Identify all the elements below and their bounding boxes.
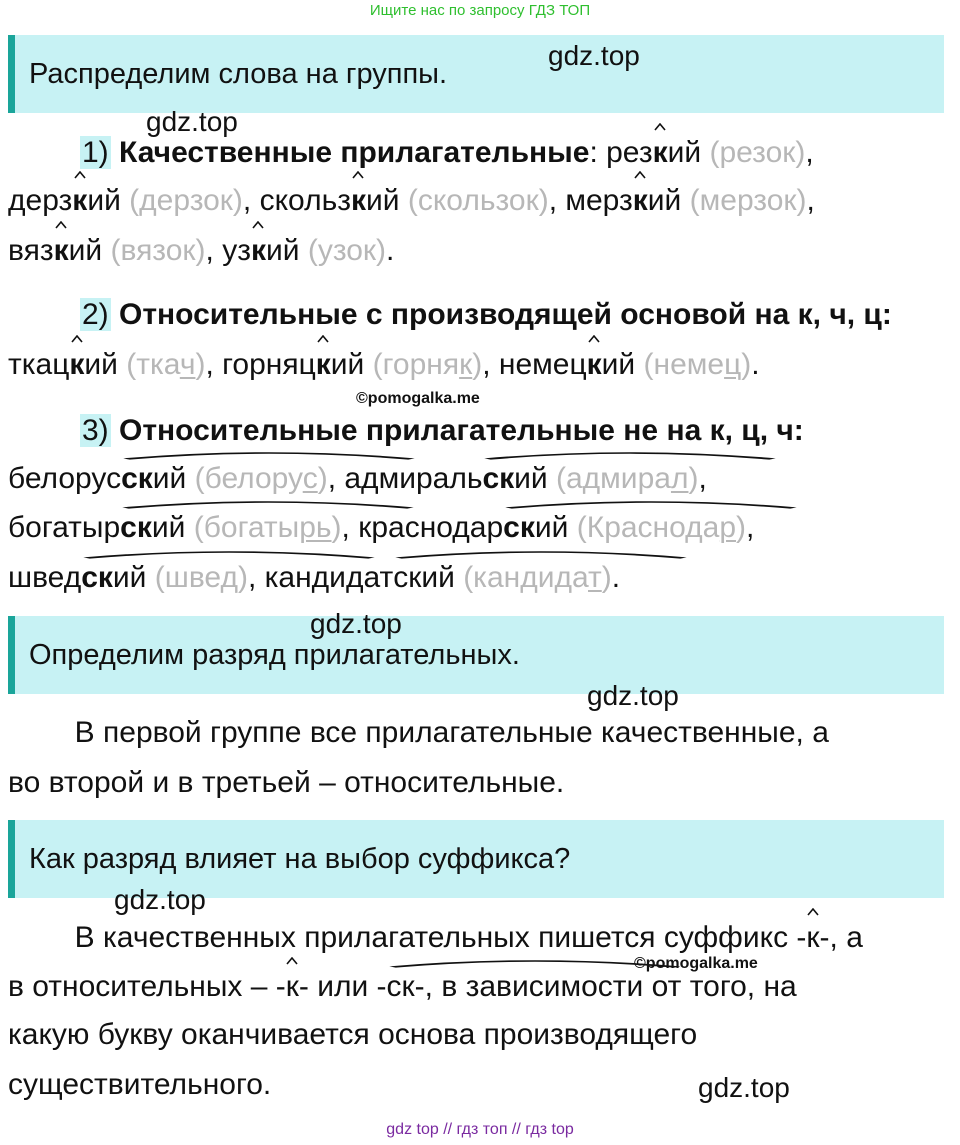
suffix-mark: к [72, 184, 88, 217]
section3-text-line4: существительного. [8, 1068, 272, 1101]
word-admiralskiy: адмираль ский [344, 462, 547, 495]
watermark-gdz: gdz.top [698, 1072, 790, 1103]
suffix-mark: ск [121, 462, 153, 495]
watermark-gdz: gdz.top [146, 106, 238, 137]
word-merzkiy: мерз кий [565, 184, 681, 217]
section-title-box [8, 616, 944, 694]
suffix-mark: к [315, 348, 331, 381]
section2-text-line2: во второй и в третьей – относительные. [8, 766, 565, 799]
word-vyazkiy: вяз кий [8, 234, 102, 267]
group1-title: Качественные прилагательные [119, 136, 590, 169]
watermark-gdz: gdz.top [114, 884, 206, 915]
section3-text-line1: В качественных прилагательных пишется суффикс - к-, а [8, 923, 863, 953]
group3-line4: швед ский (швед), кандидат ский (кандидат). [8, 563, 620, 593]
suffix-mark: ск [120, 511, 152, 544]
group3-number: 3) [82, 414, 109, 447]
watermark-gdz: gdz.top [310, 608, 402, 639]
group3-line2: белорус ский (белорус), адмираль ский (адмирал), [8, 464, 707, 494]
group3-line1 [8, 416, 804, 446]
group1-number: 1) [82, 136, 109, 169]
footer-text: gdz top // гдз топ // гдз top [386, 1121, 574, 1138]
watermark-gdz: gdz.top [587, 680, 679, 711]
section2-text-line1: В первой группе все прилагательные качественные, а [8, 716, 829, 749]
header-note: Ищите нас по запросу ГДЗ ТОП [369, 2, 591, 19]
word-uzkiy: уз кий [222, 234, 299, 267]
watermark-gdz: gdz.top [548, 40, 640, 71]
group2-line1 [8, 300, 892, 330]
word-tkatskiy: ткац кий [8, 348, 118, 381]
word-derzkiy: дерз кий [8, 184, 121, 217]
section-title: Как разряд влияет на выбор суффикса? [29, 842, 571, 875]
watermark-pomogalka: ©pomogalka.me [356, 390, 480, 407]
suffix-mark: к [285, 970, 299, 1003]
group2-line2: ткац кий (ткач), горняц кий (горняк), немец кий (немец). [8, 350, 760, 380]
suffix-mark: ск [386, 970, 415, 1003]
group3-title: Относительные прилагательные не на к, ц, ч: [110, 414, 804, 447]
section3-text-line3: какую букву оканчивается основа производящего [8, 1018, 698, 1051]
suffix-mark: к [69, 348, 85, 381]
suffix-mark: к [53, 234, 69, 267]
section-title: Определим разряд прилагательных. [29, 638, 520, 671]
watermark-pomogalka: ©pomogalka.me [634, 955, 758, 972]
section-title: Распределим слова на группы. [29, 57, 448, 90]
group1-line2: дерз кий (дерзок), скольз кий (скользок), мерз кий (мерзок), [8, 186, 815, 216]
word-kandidatskiy: кандидат ский [265, 561, 455, 594]
word-krasnodarskiy: краснодар ский [358, 511, 568, 544]
suffix-mark: к [350, 184, 366, 217]
word-bogatyrskiy: богатыр ский [8, 511, 185, 544]
suffix-mark: ск [393, 561, 422, 594]
word-shvedskiy: швед ский [8, 561, 146, 594]
suffix-mark: ск [503, 511, 535, 544]
group1-line1: 1) Качественные прилагательные: рез кий (резок), [8, 138, 814, 168]
word-gornyatskiy: горняц кий [222, 348, 364, 381]
suffix-mark: к [250, 234, 266, 267]
section-title-box [8, 35, 944, 113]
section3-text-line2: в относительных – - к- или - ск-, в зависимости от того, на [8, 972, 797, 1002]
suffix-mark: ск [81, 561, 113, 594]
suffix-mark: к [586, 348, 602, 381]
group2-title: Относительные с производящей основой на к, ч, ц: [110, 298, 892, 331]
group3-line3: богатыр ский (богатырь), краснодар ский (Краснодар), [8, 513, 754, 543]
suffix-mark: к [652, 136, 668, 169]
word-rezkiy: рез кий [606, 136, 701, 169]
group2-number: 2) [82, 298, 109, 331]
suffix-mark: ск [482, 462, 515, 495]
suffix-mark: к [632, 184, 648, 217]
suffix-mark: к [806, 921, 820, 954]
word-nemetskiy: немец кий [499, 348, 635, 381]
word-skolzkiy: скольз кий [260, 184, 400, 217]
group1-line3: вяз кий (вязок), уз кий (узок). [8, 236, 394, 266]
word-belorusskiy: белорус ский [8, 462, 186, 495]
